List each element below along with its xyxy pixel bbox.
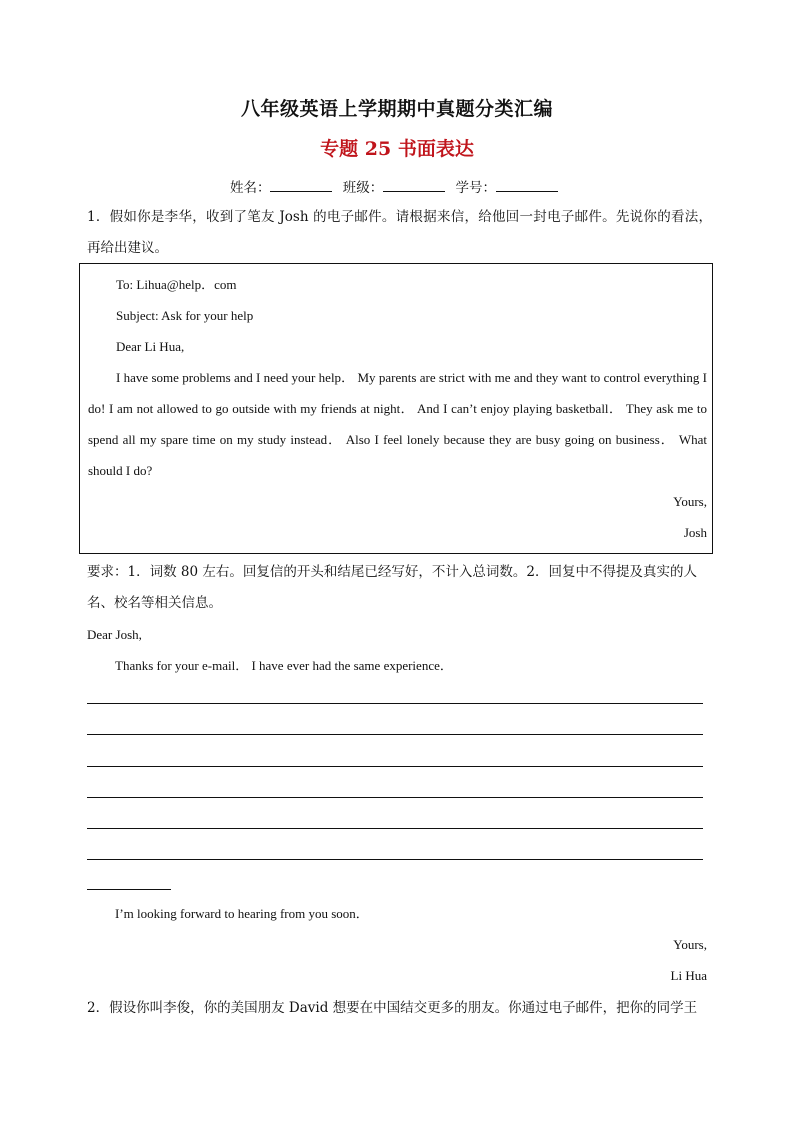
id-label: 学号： [455, 180, 497, 196]
page-title: 八年级英语上学期期中真题分类汇编 [240, 98, 553, 120]
name-label: 姓名： [229, 180, 271, 196]
answer-line[interactable] [87, 734, 703, 735]
reply-greeting: Dear Josh, [87, 627, 142, 642]
letter-subject: Subject: Ask for your help [116, 308, 254, 323]
letter-greeting: Dear Li Hua, [116, 339, 185, 354]
answer-line[interactable] [87, 766, 703, 767]
student-info-line [0, 176, 794, 196]
reply-letter [87, 619, 707, 681]
name-blank[interactable] [270, 179, 332, 192]
reply-looking-forward: I’m looking forward to hearing from you soon． [115, 906, 369, 921]
topic-subtitle: 专题 25 书面表达 [320, 138, 474, 160]
id-blank[interactable] [496, 179, 558, 192]
answer-line[interactable] [87, 859, 703, 860]
josh-letter-box [79, 263, 713, 554]
josh-letter [88, 269, 707, 548]
answer-line[interactable] [87, 797, 703, 798]
letter-closing: Yours, [673, 494, 707, 509]
requirements-text: 要求：1．词数 80 左右。回复信的开头和结尾已经写好，不计入总词数。2．回复中不得提及真实的人名、校名等相关信息。 [87, 564, 697, 611]
answer-line[interactable] [87, 703, 703, 704]
reply-closing: Yours, [673, 937, 707, 952]
letter-signature: Josh [683, 525, 707, 540]
letter-to: To: Lihua@help．com [116, 277, 237, 292]
answer-line[interactable] [87, 828, 703, 829]
reply-opening: Thanks for your e-mail． I have ever had the same experience． [115, 658, 453, 673]
letter-body: I have some problems and I need your help． My parents are strict with me and they want to control everything I do! I am not allowed to go outside with my friends at night． And I can’t enjoy playing basketball． They ask me to spend all my spare time on my study instead． Also I feel lonely because they are busy going on business． What should I do? [88, 370, 707, 478]
class-blank[interactable] [383, 179, 445, 192]
reply-signature: Li Hua [670, 968, 707, 983]
question-2-prompt: 2．假设你叫李俊，你的美国朋友 David 想要在中国结交更多的朋友。你通过电子邮件，把你的同学王 [87, 1000, 698, 1016]
answer-line-short[interactable] [87, 889, 171, 890]
question-1-prompt: 1．假如你是李华，收到了笔友 Josh 的电子邮件。请根据来信，给他回一封电子邮件。先说你的看法，再给出建议。 [87, 209, 712, 256]
reply-closing-block [87, 898, 707, 991]
class-label: 班级： [342, 180, 384, 196]
